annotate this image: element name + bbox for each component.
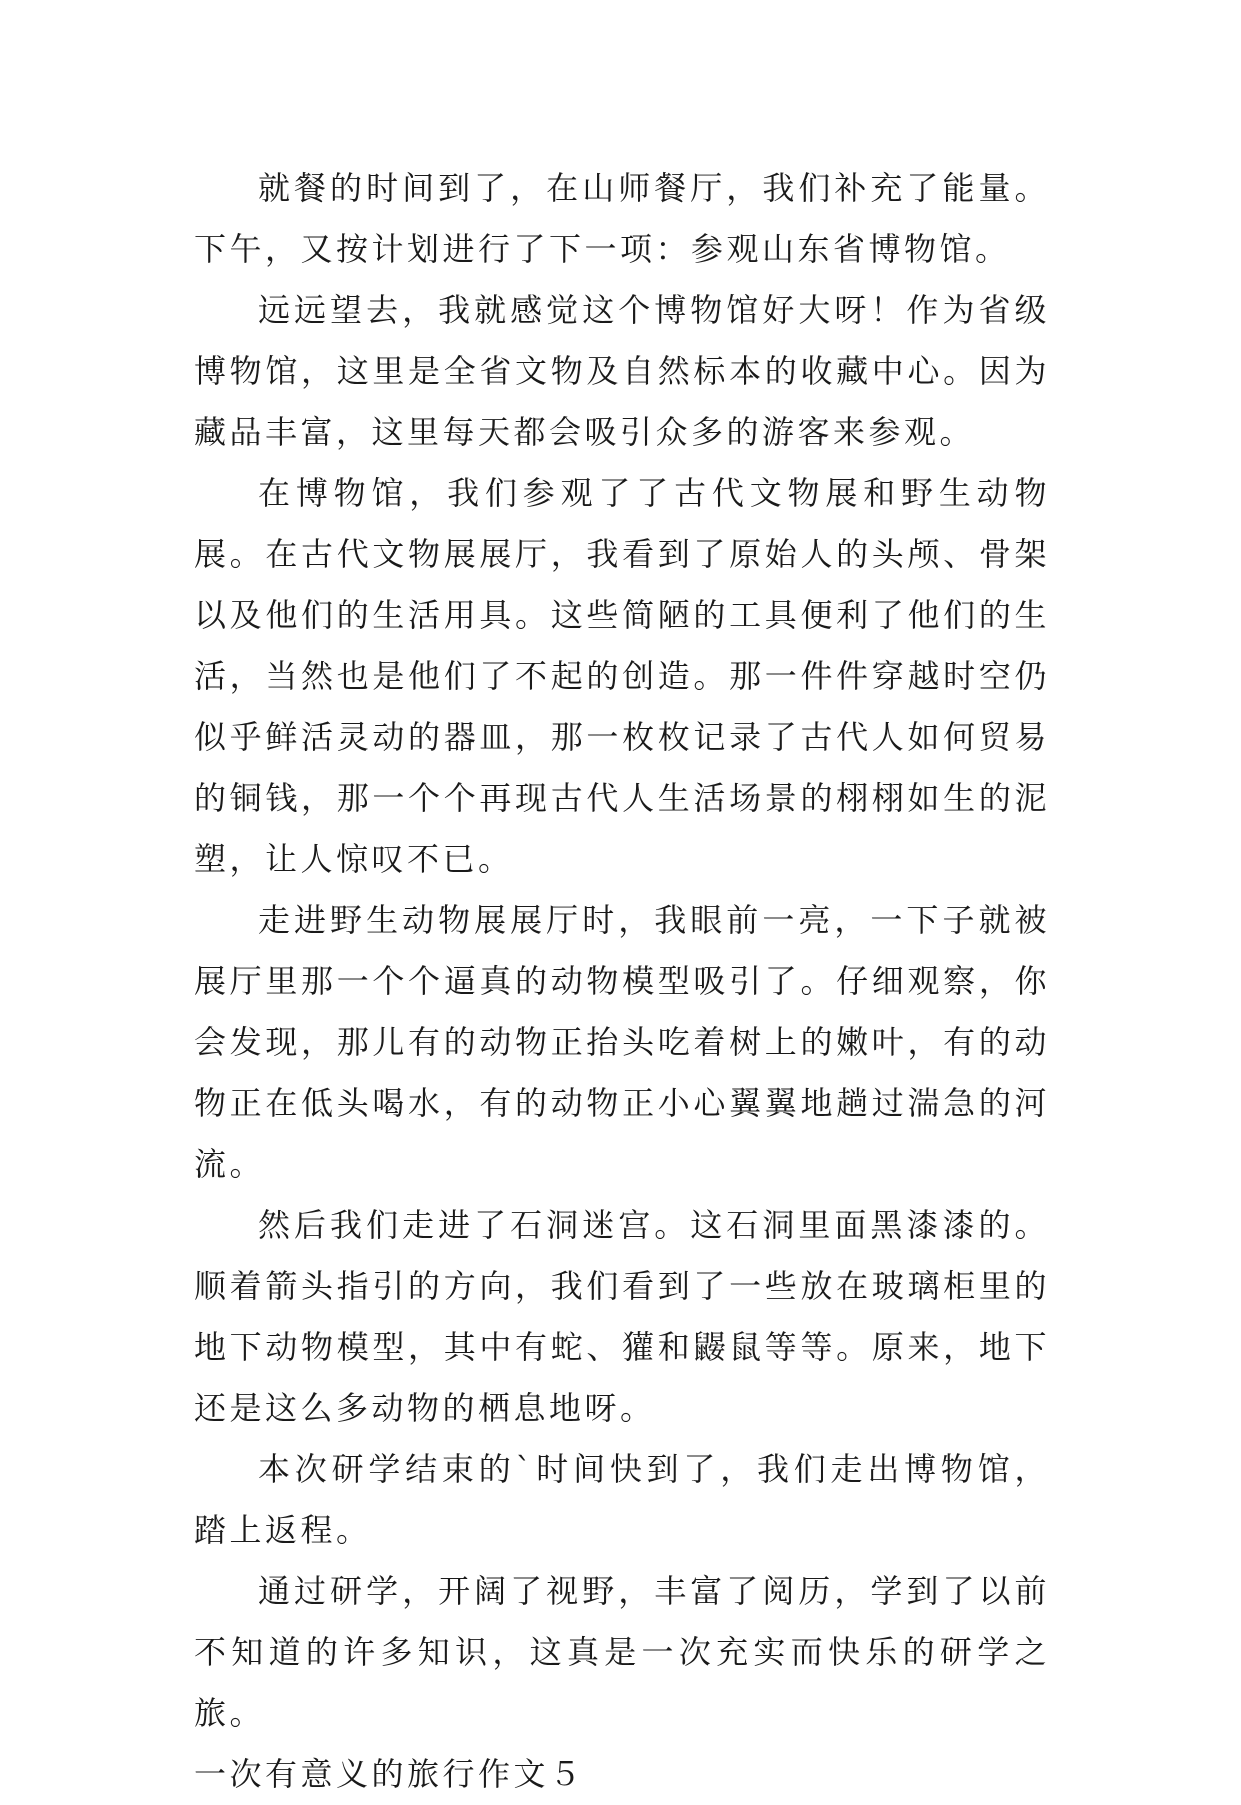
paragraph-7: 通过研学，开阔了视野，丰富了阅历，学到了以前不知道的许多知识，这真是一次充实而快乐的研学之旅。 xyxy=(194,1572,1050,1732)
section-heading: 一次有意义的旅行作文５ xyxy=(194,1755,585,1793)
document-body xyxy=(194,158,1050,1805)
paragraph-3: 在博物馆，我们参观了了古代文物展和野生动物展。在古代文物展展厅，我看到了原始人的头颅、骨架以及他们的生活用具。这些简陋的工具便利了他们的生活，当然也是他们了不起的创造。那一件件穿越时空仍似乎鲜活灵动的器皿，那一枚枚记录了古代人如何贸易的铜钱，那一个个再现古代人生活场景的栩栩如生的泥塑，让人惊叹不已。 xyxy=(194,474,1050,878)
paragraph-6: 本次研学结束的`时间快到了，我们走出博物馆，踏上返程。 xyxy=(194,1450,1050,1549)
paragraph-5: 然后我们走进了石洞迷宫。这石洞里面黑漆漆的。顺着箭头指引的方向，我们看到了一些放在玻璃柜里的地下动物模型，其中有蛇、獾和鼹鼠等等。原来，地下还是这么多动物的栖息地呀。 xyxy=(194,1206,1050,1427)
paragraph-4: 走进野生动物展展厅时，我眼前一亮，一下子就被展厅里那一个个逼真的动物模型吸引了。仔细观察，你会发现，那儿有的动物正抬头吃着树上的嫩叶，有的动物正在低头喝水，有的动物正小心翼翼地趟过湍急的河流。 xyxy=(194,901,1050,1183)
paragraph-2: 远远望去，我就感觉这个博物馆好大呀！作为省级博物馆，这里是全省文物及自然标本的收藏中心。因为藏品丰富，这里每天都会吸引众多的游客来参观。 xyxy=(194,291,1050,451)
paragraph-1: 就餐的时间到了，在山师餐厅，我们补充了能量。下午，又按计划进行了下一项：参观山东省博物馆。 xyxy=(194,169,1050,268)
